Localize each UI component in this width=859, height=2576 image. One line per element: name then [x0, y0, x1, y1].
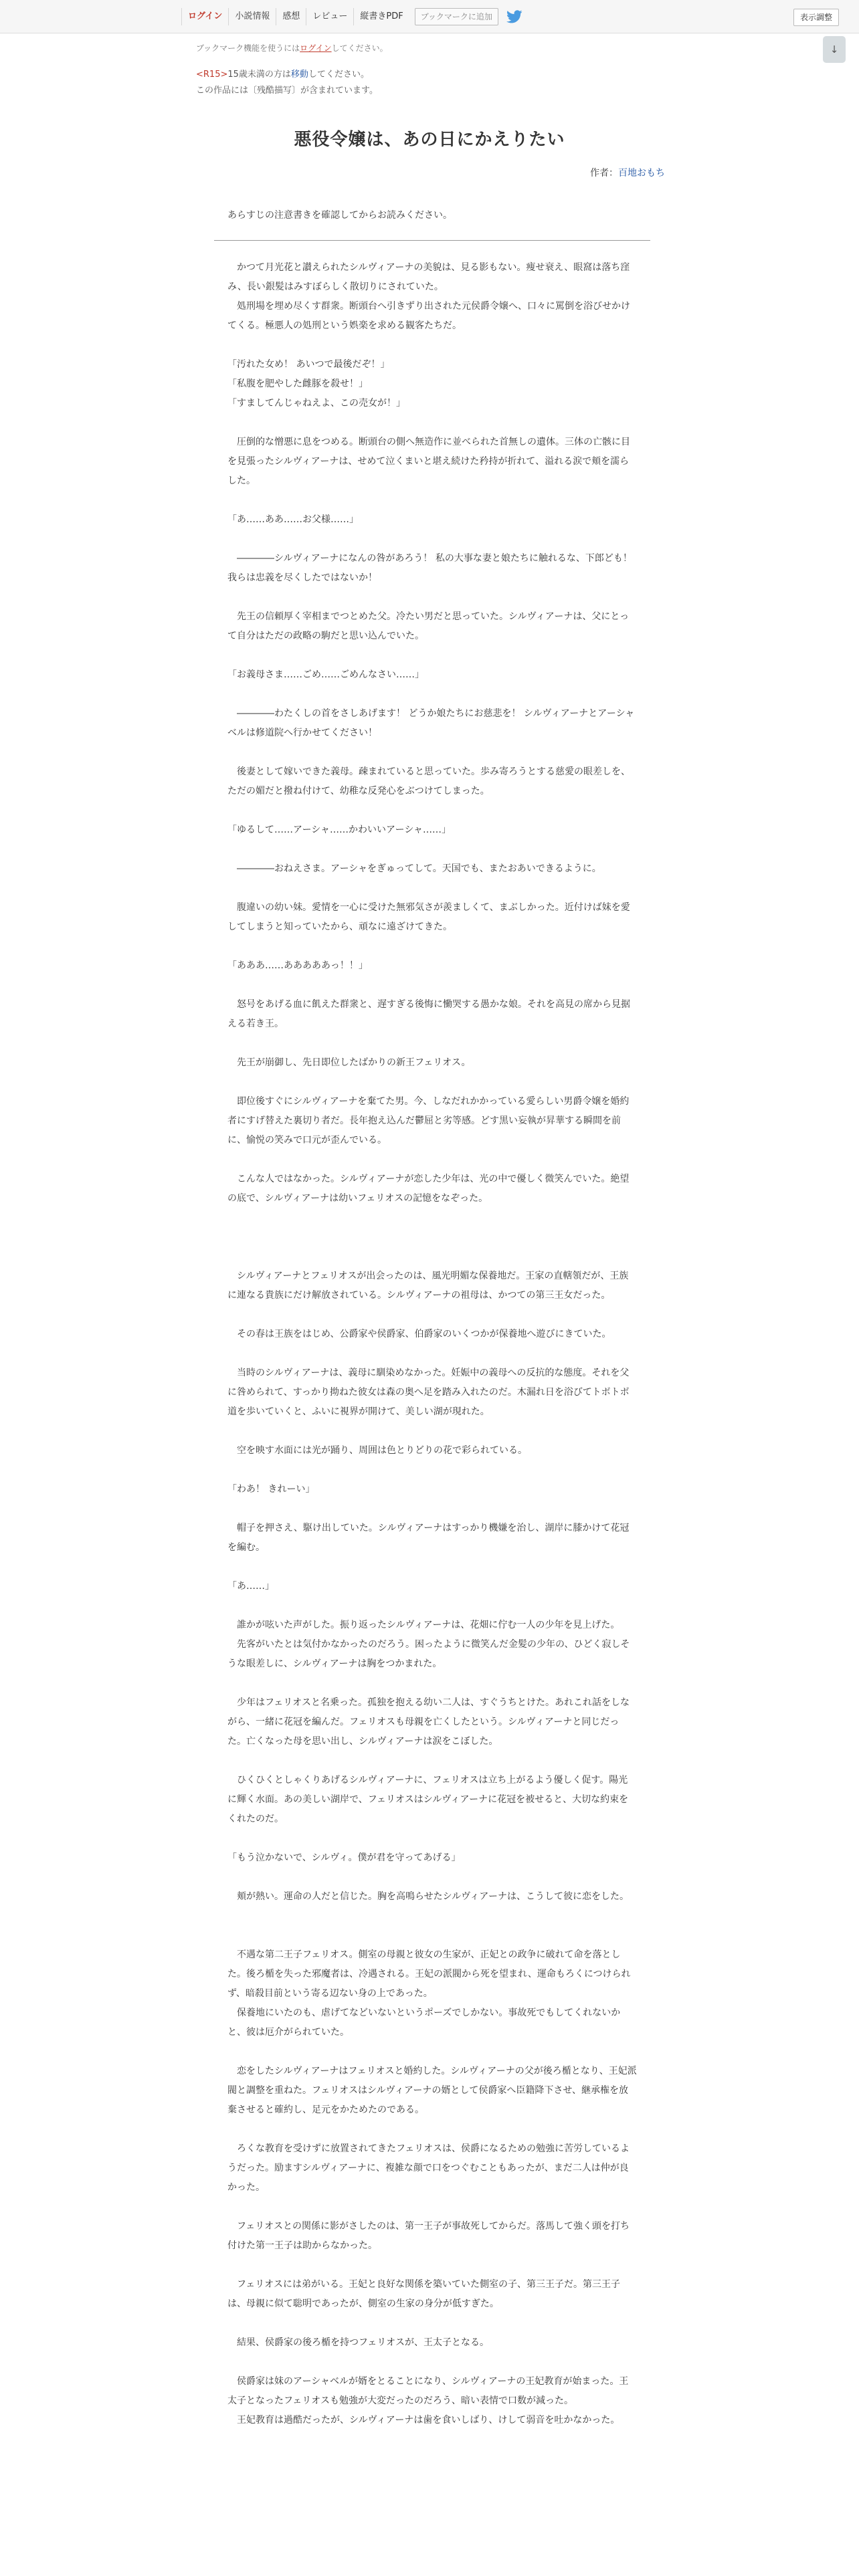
novel-paragraph [227, 1247, 637, 1267]
novel-paragraph: 「ゆるして……アーシャ……かわいいアーシャ……」 [227, 825, 452, 835]
novel-paragraph [227, 2197, 637, 2217]
novel-paragraph: 恋をしたシルヴィアーナはフェリオスと婚約した。シルヴィアーナの父が後ろ楯となり、王妃派閥と調整を重ねた。フェリオスはシルヴィアーナの婿として侯爵家へ臣籍降下させ、継承権を放棄させると確約し、足元をかためたのである。 [227, 2066, 637, 2115]
novel-paragraph: 「わあ！ きれーい」 [227, 1484, 315, 1495]
novel-paragraph: 王妃教育は過酷だったが、シルヴィアーナは歯を食いしばり、けして弱音を吐かなかった。 [227, 2415, 620, 2426]
novel-paragraph: 少年はフェリオスと名乗った。孤独を抱える幼い二人は、すぐうちとけた。あれこれ話をしながら、一緒に花冠を編んだ。フェリオスも母親を亡くしたという。シルヴィアーナと同じだった。亡くなった母を思い出し、シルヴィアーナは涙をこぼした。 [227, 1697, 630, 1747]
notice-text: 15歳未満の方は [227, 70, 291, 80]
nav-novel-info[interactable]: 小説情報 [229, 8, 276, 25]
novel-paragraph [227, 2256, 637, 2275]
notice-text: ブックマーク機能を使うには [196, 43, 300, 53]
novel-paragraph: 先王の信頼厚く宰相までつとめた父。冷たい男だと思っていた。シルヴィアーナは、父にとって自分はただの政略の駒だと思い込んでいた。 [227, 611, 630, 641]
display-settings-button[interactable]: 表示調整 [793, 9, 839, 26]
novel-paragraph [227, 413, 637, 433]
novel-paragraph [227, 1926, 637, 1945]
novel-paragraph [227, 2120, 637, 2139]
r15-badge: <R15> [196, 70, 228, 80]
novel-paragraph [227, 491, 637, 510]
cruelty-notice: この作品には〔残酷描写〕が含まれています。 [196, 86, 378, 96]
novel-paragraph [227, 937, 637, 956]
arrow-down-icon: ↓ [830, 43, 839, 56]
novel-paragraph [227, 879, 637, 898]
novel-paragraph: ――――シルヴィアーナになんの咎があろう！ 私の大事な妻と娘たちに触れるな、下郎ども！ 我らは忠義を尽くしたではないか！ [227, 553, 636, 583]
novel-paragraph: 「もう泣かないで、シルヴィ。僕が君を守ってあげる」 [227, 1852, 461, 1863]
novel-paragraph [227, 801, 637, 821]
notice-text: してください。 [308, 70, 369, 80]
novel-paragraph: 侯爵家は妹のアーシャベルが婿をとることになり、シルヴィアーナの王妃教育が始まった。王太子となったフェリオスも勉強が大変だったのだろう、暗い表情で口数が減った。 [227, 2376, 629, 2406]
twitter-share-icon[interactable] [506, 9, 524, 24]
novel-paragraph: 誰かが呟いた声がした。振り返ったシルヴィアーナは、花畑に佇む一人の少年を見上げた。 [227, 1620, 620, 1630]
novel-paragraph: 「汚れた女め！ あいつで最後だぞ！」 [227, 359, 390, 370]
novel-paragraph: 保養地にいたのも、虐げてなどいないというポーズでしかない。事故死でもしてくれないかと、彼は厄介がられていた。 [227, 2008, 621, 2038]
novel-paragraph [227, 1150, 637, 1170]
top-navbar [0, 0, 859, 33]
novel-paragraph: 後妻として嫁いできた義母。疎まれていると思っていた。歩み寄ろうとする慈愛の眼差しを、ただの媚だと撥ね付けて、幼稚な反発心をぶつけてしまった。 [227, 766, 630, 796]
novel-paragraph [227, 685, 637, 704]
novel-paragraph [227, 2353, 637, 2372]
author-label: 作者： [590, 168, 618, 179]
novel-paragraph [227, 1228, 637, 1247]
novel-paragraph [227, 336, 637, 355]
novel-paragraph [227, 1461, 637, 1480]
novel-paragraph [227, 976, 637, 995]
novel-content [227, 201, 637, 2430]
nav-menu [181, 8, 524, 25]
novel-paragraph: かつて月光花と讃えられたシルヴィアーナの美貌は、見る影もない。痩せ衰え、眼窩は落ち窪み、長い銀髪はみすぼらしく散切りにされていた。 [227, 262, 630, 292]
novel-paragraph: 結果、侯爵家の後ろ楯を持つフェリオスが、王太子となる。 [227, 2337, 490, 2348]
novel-paragraph: 当時のシルヴィアーナは、義母に馴染めなかった。妊娠中の義母への反抗的な態度。それを父に咎められて、すっかり拗ねた彼女は森の奥へ足を踏み入れたのだ。木漏れ日を浴びてトボトボ道を歩いていくと、ふいに視界が開けて、美しい湖が現れた。 [227, 1368, 630, 1417]
novel-paragraph: 「あ……ああ……お父様……」 [227, 514, 359, 525]
scroll-down-button[interactable] [823, 36, 846, 63]
preface-divider [214, 240, 650, 241]
novel-paragraph: 帽子を押さえ、駆け出していた。シルヴィアーナはすっかり機嫌を治し、湖岸に膝かけて花冠を編む。 [227, 1523, 630, 1553]
novel-paragraph [227, 646, 637, 665]
novel-paragraph [227, 1034, 637, 1053]
novel-paragraph: 圧倒的な憎悪に息をつめる。断頭台の側へ無造作に並べられた首無しの遺体。三体の亡骸に目を見張ったシルヴィアーナは、せめて泣くまいと堪え続けた矜持が折れて、溢れる涙で頬を濡らした。 [227, 437, 630, 486]
novel-paragraph: 不遇な第二王子フェリオス。側室の母親と彼女の生家が、正妃との政争に破れて命を落とした。後ろ楯を失った邪魔者は、冷遇される。王妃の派閥から死を望まれ、運命もろくにつけられず、暗殺目前という寄る辺ない身の上であった。 [227, 1949, 631, 1999]
add-bookmark-button[interactable]: ブックマークに追加 [415, 8, 498, 25]
novel-paragraph: ひくひくとしゃくりあげるシルヴィアーナに、フェリオスは立ち上がるよう優しく促す。陽光に輝く水面。あの美しい湖岸で、フェリオスはシルヴィアーナに花冠を被せると、大切な約束をくれたのだ。 [227, 1775, 629, 1824]
novel-paragraph [227, 1558, 637, 1577]
novel-paragraph [227, 530, 637, 549]
novel-paragraph: フェリオスには弟がいる。王妃と良好な関係を築いていた側室の子、第三王子だ。第三王子は、母親に似て聡明であったが、側室の生家の身分が低すぎた。 [227, 2279, 621, 2309]
novel-paragraph: 先客がいたとは気付かなかったのだろう。困ったように微笑んだ金髪の少年の、ひどく寂しそうな眼差しに、シルヴィアーナは胸をつかまれた。 [227, 1639, 630, 1669]
novel-paragraph: 「あ……」 [227, 1581, 274, 1592]
author-line [590, 166, 665, 179]
novel-paragraph: こんな人ではなかった。シルヴィアーナが恋した少年は、光の中で優しく微笑んでいた。絶望の底で、シルヴィアーナは幼いフェリオスの記憶をなぞった。 [227, 1174, 630, 1204]
author-link[interactable]: 百地おもち [618, 168, 665, 179]
novel-paragraph [227, 1829, 637, 1848]
novel-paragraph: シルヴィアーナとフェリオスが出会ったのは、風光明媚な保養地だ。王家の直轄領だが、王族に連なる貴族にだけ解放されている。シルヴィアーナの祖母は、かつての第三王女だった。 [227, 1271, 629, 1301]
novel-paragraph [227, 2314, 637, 2333]
novel-paragraph [227, 1344, 637, 1364]
novel-paragraph [227, 1499, 637, 1519]
novel-paragraph [227, 743, 637, 762]
nav-impressions[interactable]: 感想 [276, 8, 306, 25]
novel-paragraph [227, 588, 637, 607]
move-link[interactable]: 移動 [290, 70, 308, 80]
novel-paragraph: 即位後すぐにシルヴィアーナを棄てた男。今、しなだれかかっている愛らしい男爵令嬢を婚約者にすげ替えた裏切り者だ。長年抱え込んだ鬱屈と劣等感。どす黒い妄執が昇華する瞬間を前に、愉悦の笑みで口元が歪んでいる。 [227, 1096, 630, 1146]
novel-paragraph [227, 2042, 637, 2062]
r15-notice [196, 67, 369, 80]
novel-paragraph: 先王が崩御し、先日即位したばかりの新王フェリオス。 [227, 1057, 471, 1068]
novel-paragraph [227, 1596, 637, 1616]
novel-paragraph: 「あああ……あああああっ！！」 [227, 960, 368, 971]
nav-login[interactable]: ログイン [181, 8, 229, 25]
notice-text: してください。 [331, 43, 388, 53]
novel-paragraph: 空を映す水面には光が踊り、周囲は色とりどりの花で彩られている。 [227, 1445, 527, 1456]
nav-vertical-pdf[interactable]: 縦書きPDF [360, 11, 403, 21]
novel-paragraph [227, 1674, 637, 1693]
novel-title: 悪役令嬢は、あの日にかえりたい [294, 130, 565, 150]
novel-paragraph: 「お義母さま……ごめ……ごめんなさい……」 [227, 669, 424, 680]
novel-paragraph [227, 1907, 637, 1926]
nav-review[interactable]: レビュー [306, 8, 354, 25]
novel-paragraph [227, 840, 637, 859]
bookmark-login-notice [196, 42, 388, 53]
novel-paragraph: ろくな教育を受けずに放置されてきたフェリオスは、侯爵になるための勉強に苦労しているようだった。励ますシルヴィアーナに、複雑な顔で口をつぐむこともあったが、まだ二人は仲が良かった。 [227, 2143, 630, 2193]
novel-paragraph: 「私腹を肥やした雌豚を殺せ！」 [227, 379, 368, 389]
novel-body [227, 258, 637, 2430]
login-link[interactable]: ログイン [300, 43, 332, 53]
novel-paragraph: ――――おねえさま。アーシャをぎゅってして。天国でも、またおあいできるように。 [227, 863, 601, 874]
novel-paragraph [227, 1868, 637, 1887]
novel-paragraph: 処刑場を埋め尽くす群衆。断頭台へ引きずり出された元侯爵令嬢へ、口々に罵倒を浴びせかけてくる。極悪人の処刑という娯楽を求める観客たちだ。 [227, 301, 630, 331]
novel-paragraph [227, 1073, 637, 1092]
novel-paragraph: 怒号をあげる血に飢えた群衆と、遅すぎる後悔に慟哭する愚かな娘。それを高見の席から見据える若き王。 [227, 999, 630, 1029]
novel-paragraph: ――――わたくしの首をさしあげます！ どうか娘たちにお慈悲を！ シルヴィアーナとアーシャベルは修道院へ行かせてください！ [227, 708, 635, 738]
novel-paragraph [227, 1422, 637, 1441]
novel-paragraph: その春は王族をはじめ、公爵家や侯爵家、伯爵家のいくつかが保養地へ遊びにきていた。 [227, 1329, 611, 1339]
preface-note: あらすじの注意書きを確認してからお読みください。 [227, 210, 452, 221]
novel-paragraph [227, 1305, 637, 1325]
novel-paragraph [227, 1208, 637, 1228]
novel-paragraph: 「すましてんじゃねえよ、この売女が！」 [227, 398, 405, 409]
novel-paragraph: 頬が熱い。運命の人だと信じた。胸を高鳴らせたシルヴィアーナは、こうして彼に恋をした。 [227, 1891, 629, 1902]
novel-paragraph [227, 1751, 637, 1771]
novel-paragraph: フェリオスとの関係に影がさしたのは、第一王子が事故死してからだ。落馬して強く頭を打ち付けた第一王子は助からなかった。 [227, 2221, 630, 2251]
novel-paragraph: 腹違いの幼い妹。愛情を一心に受けた無邪気さが羨ましくて、まぶしかった。近付けば妹を愛してしまうと知っていたから、頑なに遠ざけてきた。 [227, 902, 630, 932]
